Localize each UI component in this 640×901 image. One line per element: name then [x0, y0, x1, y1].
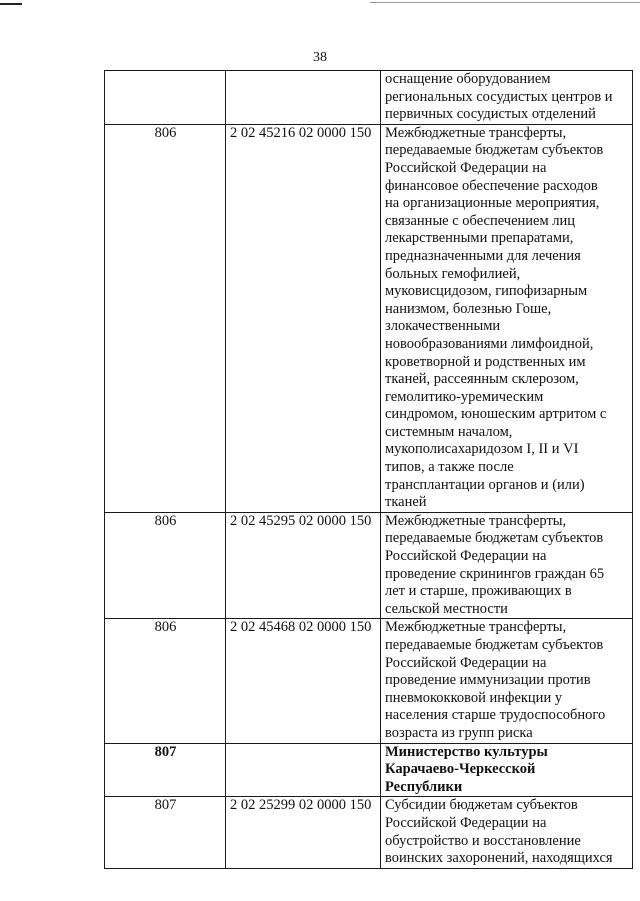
description-line: больных гемофилией, [385, 265, 521, 282]
table-row [105, 512, 633, 619]
description-line: возраста из групп риска [385, 724, 533, 741]
description-line: оснащение оборудованием [385, 71, 551, 87]
description-line: Межбюджетные трансферты, [385, 512, 567, 529]
description-cell [381, 743, 633, 797]
description-cell [381, 797, 633, 868]
description-line: синдромом, юношеским артритом с [385, 406, 607, 423]
description-line: гемолитико-уремическим [385, 388, 544, 405]
description-line: муковисцидозом, гипофизарным [385, 283, 588, 300]
description-line: проведение скринингов граждан 65 [385, 565, 605, 582]
description-line: региональных сосудистых центров и [385, 88, 613, 105]
description-cell [381, 619, 633, 743]
description-line: на организационные мероприятия, [385, 195, 600, 212]
description-line: лет и старше, проживающих в [385, 583, 572, 600]
description-cell [381, 71, 633, 125]
description-line: системным началом, [385, 423, 513, 440]
admin-code-cell [105, 71, 226, 125]
description-line: Российской Федерации на [385, 814, 547, 831]
description-line: новообразованиями лимфоидной, [385, 335, 594, 352]
budget-table [104, 70, 633, 869]
description-line: тканей, рассеянным склерозом, [385, 371, 579, 388]
revenue-code-cell [226, 71, 381, 125]
table-row [105, 797, 633, 868]
revenue-code-cell: 2 02 45295 02 0000 150 [226, 512, 381, 619]
description-cell [381, 124, 633, 512]
description-line: пневмококковой инфекции у [385, 689, 563, 706]
description-line: тканей [385, 494, 427, 511]
admin-code-cell: 807 [105, 797, 226, 868]
admin-code-cell: 807 [105, 743, 226, 797]
description-line: Российской Федерации на [385, 654, 547, 671]
description-line: населения старше трудоспособного [385, 707, 606, 724]
description-line: Российской Федерации на [385, 159, 547, 176]
description-line: связанные с обеспечением лиц [385, 212, 576, 229]
description-line: передаваемые бюджетам субъектов [385, 530, 604, 547]
description-cell [381, 512, 633, 619]
revenue-code-cell: 2 02 25299 02 0000 150 [226, 797, 381, 868]
description-line: злокачественными [385, 318, 501, 335]
table-row [105, 124, 633, 512]
description-line: Межбюджетные трансферты, [385, 124, 567, 141]
description-line: трансплантации органов и (или) [385, 476, 585, 493]
description-line: типов, а также после [385, 459, 514, 476]
description-line: Республики [385, 778, 463, 795]
page-number: 38 [313, 50, 327, 65]
revenue-code-cell [226, 743, 381, 797]
description-line: Карачаево-Черкесской [385, 761, 536, 778]
description-line: предназначенными для лечения [385, 247, 581, 264]
description-line: обустройство и восстановление [385, 832, 581, 849]
corner-mark [0, 3, 22, 5]
description-line: Российской Федерации на [385, 548, 547, 565]
description-line: Министерство культуры [385, 743, 548, 760]
description-line: проведение иммунизации против [385, 672, 591, 689]
description-line: сельской местности [385, 600, 508, 617]
table-row [105, 71, 633, 125]
description-line: воинских захоронений, находящихся [385, 850, 613, 867]
description-line: кроветворной и родственных им [385, 353, 586, 370]
top-rule [370, 2, 640, 3]
table-row [105, 743, 633, 797]
description-line: нанизмом, болезнью Гоше, [385, 300, 552, 317]
description-line: финансовое обеспечение расходов [385, 177, 598, 194]
description-line: первичных сосудистых отделений [385, 106, 596, 123]
description-line: передаваемые бюджетам субъектов [385, 637, 604, 653]
admin-code-cell: 806 [105, 124, 226, 512]
description-line: Межбюджетные трансферты, [385, 619, 567, 636]
description-line: передаваемые бюджетам субъектов [385, 142, 604, 159]
table-row [105, 619, 633, 743]
admin-code-cell: 806 [105, 619, 226, 743]
description-line: мукополисахаридозом I, II и VI [385, 441, 579, 458]
table-body [105, 71, 633, 869]
revenue-code-cell: 2 02 45468 02 0000 150 [226, 619, 381, 743]
revenue-code-cell: 2 02 45216 02 0000 150 [226, 124, 381, 512]
admin-code-cell: 806 [105, 512, 226, 619]
description-line: лекарственными препаратами, [385, 230, 574, 247]
description-line: Субсидии бюджетам субъектов [385, 797, 578, 814]
